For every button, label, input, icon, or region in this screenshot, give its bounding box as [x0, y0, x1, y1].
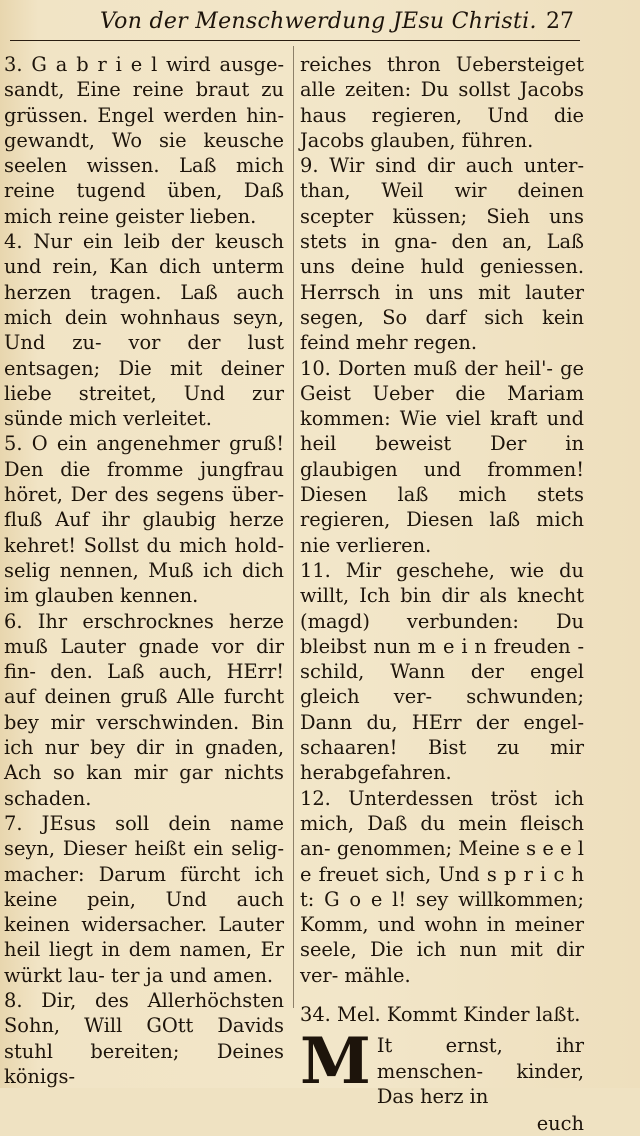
verse-9: 9. Wir sind dir auch unter- than, Weil wir deinen scepter küssen; Sieh uns stets in gna- den an, Laß uns deine huld geniessen. Herrsch in uns mit lauter segen, So darf sich kein feind mehr regen.: [300, 154, 584, 355]
right-column: [300, 52, 584, 1136]
verse-8: 8. Dir, des Allerhöchsten Sohn, Will GOtt Davids stuhl bereiten; Deines königs-: [4, 988, 284, 1088]
verse-3: 3. G a b r i e l wird ausge- sandt, Eine reine braut zu grüssen. Engel werden hin- gewandt, Wo sie keusche seelen wissen. Laß mich reine tugend üben, Daß mich reine geister lieben.: [4, 53, 284, 228]
hymn-title: 34. Mel. Kommt Kinder laßt.: [300, 1002, 581, 1026]
hymn-first-verse: [300, 1024, 584, 1109]
verse-5: 5. O ein angenehmer gruß! Den die fromme jungfrau höret, Der des segens über- fluß Auf ihr glaubig herze kehret! Sollst du mich hold- selig nennen, Muß ich dich im glauben kennen.: [4, 432, 284, 608]
column-divider: [293, 46, 294, 1008]
page-number: 27: [546, 9, 574, 34]
verse-11: 11. Mir geschehe, wie du willt, Ich bin dir als knecht (magd) verbunden: Du bleibst nun m e i n freuden - schild, Wann der engel gleich ver- schwunden; Dann du, HErr der engel-schaaren! Bist zu mir herabgefahren.: [300, 558, 584, 785]
verse-12: 12. Unterdessen tröst ich mich, Daß du mein fleisch an- genommen; Meine s e e l e freuet sich, Und s p r i c h t: G o e l! sey willkommen; Komm, und wohn in meiner seele, Die ich nun mit dir ver- mähle.: [300, 786, 584, 987]
verse-4: 4. Nur ein leib der keusch und rein, Kan dich unterm herzen tragen. Laß auch mich dein wohnhaus seyn, Und zu- vor der lust entsagen; Die mit deiner liebe streitet, Und zur sünde mich verleitet.: [4, 230, 284, 431]
page-header: [0, 0, 640, 44]
running-title: Von der Menschwerdung JEsu Christi.: [100, 9, 537, 34]
left-column: [4, 52, 284, 1089]
header-rule: [10, 40, 580, 41]
catchword: euch: [536, 1112, 584, 1136]
hymn-first-verse-text: It ernst, ihr menschen- kinder, Das herz in: [376, 1034, 584, 1108]
verse-7: 7. JEsus soll dein name seyn, Dieser heißt ein selig- macher: Darum fürcht ich keine pein, Und auch keinen widersacher. Lauter heil liegt in dem namen, Er würkt lau- ter ja und amen.: [4, 811, 284, 987]
drop-cap: M: [300, 1024, 371, 1100]
verse-10: 10. Dorten muß der heil'- ge Geist Ueber die Mariam kommen: Wie viel kraft und heil beweist Der in glaubigen und frommen! Diesen laß mich stets regieren, Diesen laß mich nie verlieren.: [300, 356, 584, 557]
verse-8-continuation: reiches thron Uebersteiget alle zeiten: Du sollst Jacobs haus regieren, Und die Jacobs glauben, führen.: [300, 53, 584, 152]
verse-6: 6. Ihr erschrocknes herze muß Lauter gnade vor dir fin- den. Laß auch, HErr! auf deinen gruß Alle furcht bey mir verschwinden. Bin ich nur bey dir in gnaden, Ach so kan mir gar nichts schaden.: [4, 609, 284, 810]
